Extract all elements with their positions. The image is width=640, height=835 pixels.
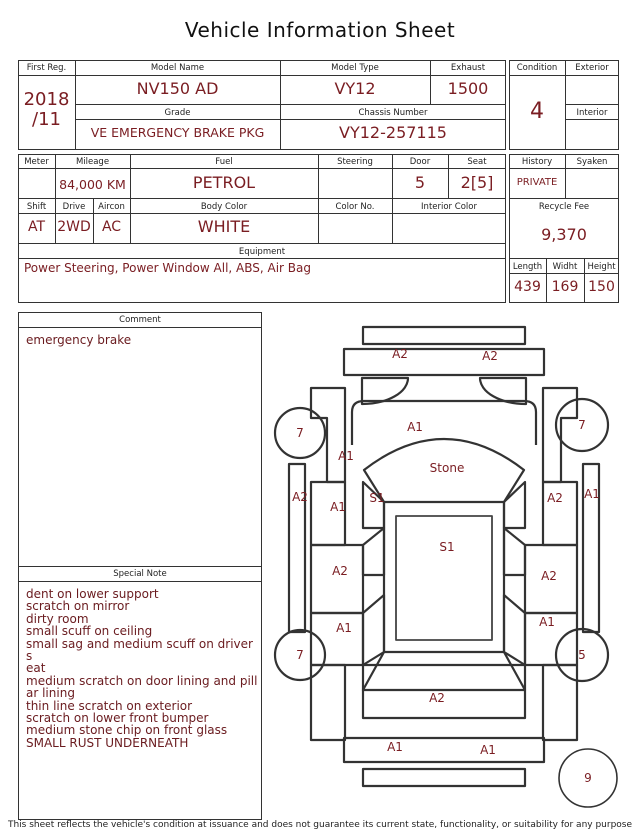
right-side-window xyxy=(504,482,525,528)
left-pillar xyxy=(363,528,384,575)
left-side-trim xyxy=(363,595,384,665)
comment-text: emergency brake xyxy=(26,333,132,347)
interior-label: Interior xyxy=(576,108,608,118)
fuel-label: Fuel xyxy=(215,157,233,167)
chassis-number-label: Chassis Number xyxy=(358,108,428,118)
seat-label: Seat xyxy=(467,157,487,167)
comment-label: Comment xyxy=(119,315,161,325)
body-color-label: Body Color xyxy=(200,202,248,212)
mark-hood: S1 xyxy=(439,540,455,554)
length-label: Length xyxy=(512,262,543,272)
height-value: 150 xyxy=(588,279,615,295)
shift-label: Shift xyxy=(26,202,47,212)
color-no-label: Color No. xyxy=(335,202,375,212)
equipment-value: Power Steering, Power Window All, ABS, Air Bag xyxy=(24,261,312,275)
meter-label: Meter xyxy=(24,157,49,167)
special-note-text: dent on lower support scratch on mirror dirty room small scuff on ceiling small sag and medium scuff on driver s eat medium scratch on door lining and pill ar lining thin line scratch on exterior scratch on lower front bumper medium stone chip on front glass SMALL RUST UNDERNEATH xyxy=(26,587,258,750)
mark-front-left-bumper: A1 xyxy=(387,740,403,754)
mark-left-front-fender: A2 xyxy=(292,490,308,504)
mark-top-right: A2 xyxy=(482,349,498,363)
mark-wheel-rear-left: 7 xyxy=(296,426,304,440)
rear-bumper-outer xyxy=(363,327,525,344)
front-bumper xyxy=(344,738,544,762)
mark-wheel-front-right: 5 xyxy=(578,648,586,662)
seat-value: 2[5] xyxy=(460,173,494,192)
condition-value: 4 xyxy=(530,99,544,124)
history-label: History xyxy=(521,157,553,167)
width-value: 169 xyxy=(551,279,579,295)
steering-label: Steering xyxy=(337,157,373,167)
left-side-window xyxy=(363,482,384,528)
front-bumper-area xyxy=(363,652,525,690)
hood-panel xyxy=(396,516,492,640)
right-pillar xyxy=(504,528,525,575)
model-type-value: VY12 xyxy=(334,79,376,98)
disclaimer-footer: This sheet reflects the vehicle's condition at issuance and does not guarantee its current state, functionality, or suitability for any purpose xyxy=(7,820,633,830)
rear-left-corner xyxy=(311,388,345,482)
interior-color-label: Interior Color xyxy=(421,202,477,212)
mark-right-rear-fender: A1 xyxy=(539,615,555,629)
mark-left-a-pillar: A1 xyxy=(338,449,354,463)
mark-front-bumper: A2 xyxy=(429,691,445,705)
condition-label: Condition xyxy=(516,63,558,73)
mileage-value: 84,000 KM xyxy=(59,177,126,192)
special-note-label: Special Note xyxy=(113,569,167,579)
first-reg-month: /11 xyxy=(32,109,61,130)
hood xyxy=(384,502,504,652)
model-type-label: Model Type xyxy=(331,63,379,73)
mark-spare-tire: 9 xyxy=(584,771,592,785)
door-label: Door xyxy=(409,157,431,167)
equipment-label: Equipment xyxy=(238,247,286,257)
chassis-number-value: VY12-257115 xyxy=(339,123,447,142)
fuel-value: PETROL xyxy=(192,173,256,192)
body-color-value: WHITE xyxy=(197,217,251,236)
aircon-label: Aircon xyxy=(98,202,125,212)
left-rear-door xyxy=(311,545,363,613)
mark-wheel-front-left: 7 xyxy=(296,648,304,662)
model-name-value: NV150 AD xyxy=(136,79,219,98)
mark-top-left: A2 xyxy=(392,347,408,361)
mark-left-rear-fender: A1 xyxy=(336,621,352,635)
front-bumper-lower xyxy=(363,769,525,786)
door-value: 5 xyxy=(414,173,426,192)
model-name-label: Model Name xyxy=(150,63,205,73)
history-value: PRIVATE xyxy=(516,177,558,188)
shift-value: AT xyxy=(27,219,46,235)
grade-label: Grade xyxy=(164,108,191,118)
drive-label: Drive xyxy=(62,202,86,212)
mileage-label: Mileage xyxy=(75,157,110,167)
page-title: Vehicle Information Sheet xyxy=(184,18,456,42)
exhaust-label: Exhaust xyxy=(450,63,486,73)
rear-bumper xyxy=(344,349,544,375)
height-label: Height xyxy=(587,262,616,272)
recycle-fee-value: 9,370 xyxy=(541,225,587,244)
mark-right-front-fender: A1 xyxy=(584,487,600,501)
mark-wheel-rear-right: 7 xyxy=(578,418,586,432)
exhaust-value: 1500 xyxy=(447,79,489,98)
drive-value: 2WD xyxy=(57,219,91,235)
right-side-trim xyxy=(504,595,525,665)
first-reg-label: First Reg. xyxy=(26,63,67,73)
width-label: Widht xyxy=(552,262,578,272)
mark-windshield: Stone xyxy=(429,461,465,475)
front-left-corner xyxy=(311,665,345,740)
first-reg-year: 2018 xyxy=(23,89,70,110)
recycle-fee-label: Recycle Fee xyxy=(538,202,590,212)
grade-value: VE EMERGENCY BRAKE PKG xyxy=(90,125,265,140)
mark-left-mirror: S1 xyxy=(369,491,385,505)
mark-front-right-bumper: A1 xyxy=(480,743,496,757)
mark-roof: A1 xyxy=(407,420,423,434)
exterior-label: Exterior xyxy=(575,63,609,73)
mark-left-rear-door: A2 xyxy=(332,564,348,578)
mark-right-front-door: A2 xyxy=(547,491,563,505)
mark-right-rear-door: A2 xyxy=(541,569,557,583)
syaken-label: Syaken xyxy=(576,157,608,167)
front-right-corner xyxy=(543,665,577,740)
mark-left-front-door: A1 xyxy=(330,500,346,514)
aircon-value: AC xyxy=(101,219,122,235)
length-value: 439 xyxy=(514,279,541,295)
